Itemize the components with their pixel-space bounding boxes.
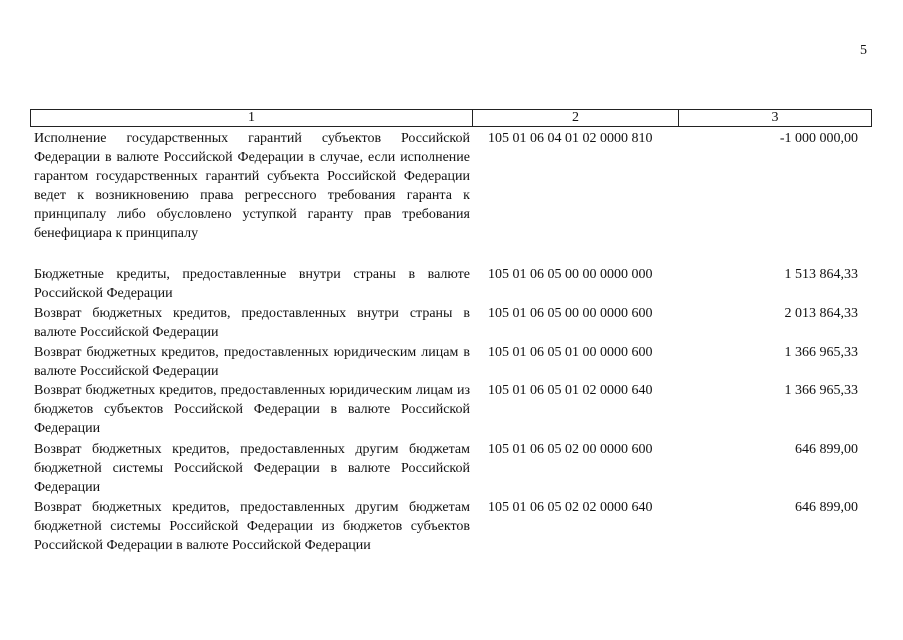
row-name: Возврат бюджетных кредитов, предоставленных другим бюджетам бюджетной системы Российской Федерации в валюте Российской Федерации bbox=[34, 442, 470, 495]
table-row bbox=[30, 498, 872, 555]
row-code: 105 01 06 05 00 00 0000 600 bbox=[488, 306, 653, 321]
row-amount: 646 899,00 bbox=[795, 500, 858, 515]
row-code: 105 01 06 05 01 02 0000 640 bbox=[488, 383, 653, 398]
table-header-col-2: 2 bbox=[473, 110, 679, 126]
table-header-row bbox=[30, 109, 872, 127]
row-amount: 1 366 965,33 bbox=[784, 383, 858, 398]
table-row bbox=[30, 129, 872, 243]
table-header-col-3: 3 bbox=[771, 110, 779, 125]
row-amount: 1 513 864,33 bbox=[784, 267, 858, 282]
row-code: 105 01 06 05 02 02 0000 640 bbox=[488, 500, 653, 515]
row-amount: 646 899,00 bbox=[795, 442, 858, 457]
row-code: 105 01 06 04 01 02 0000 810 bbox=[488, 131, 653, 146]
row-code: 105 01 06 05 02 00 0000 600 bbox=[488, 442, 653, 457]
row-name: Бюджетные кредиты, предоставленные внутри страны в валюте Российской Федерации bbox=[34, 267, 470, 301]
row-name: Возврат бюджетных кредитов, предоставленных внутри страны в валюте Российской Федерации bbox=[34, 306, 470, 340]
row-code: 105 01 06 05 00 00 0000 000 bbox=[488, 267, 653, 282]
table-row bbox=[30, 440, 872, 497]
table-row bbox=[30, 304, 872, 342]
row-name: Исполнение государственных гарантий субъектов Российской Федерации в валюте Российской Федерации в случае, если исполнение гарантом государственных гарантий субъекта Российской Федерации ведет к возникновению права регрессного требования гаранта к принципалу либо обусловлено уступкой гаранту прав требования бенефициара к принципалу bbox=[34, 131, 470, 241]
page-number: 5 bbox=[860, 43, 867, 58]
row-amount: 1 366 965,33 bbox=[784, 345, 858, 360]
row-amount: -1 000 000,00 bbox=[779, 131, 858, 146]
table-row bbox=[30, 381, 872, 438]
table-row bbox=[30, 343, 872, 381]
table-header-col-1: 1 bbox=[31, 110, 473, 126]
row-amount: 2 013 864,33 bbox=[784, 306, 858, 321]
row-name: Возврат бюджетных кредитов, предоставленных юридическим лицам в валюте Российской Федерации bbox=[34, 345, 470, 379]
row-name: Возврат бюджетных кредитов, предоставленных юридическим лицам из бюджетов субъектов Российской Федерации в валюте Российской Федерации bbox=[34, 383, 470, 436]
row-code: 105 01 06 05 01 00 0000 600 bbox=[488, 345, 653, 360]
row-name: Возврат бюджетных кредитов, предоставленных другим бюджетам бюджетной системы Российской Федерации из бюджетов субъектов Российской Федерации в валюте Российской Федерации bbox=[34, 500, 470, 553]
table-row bbox=[30, 265, 872, 303]
